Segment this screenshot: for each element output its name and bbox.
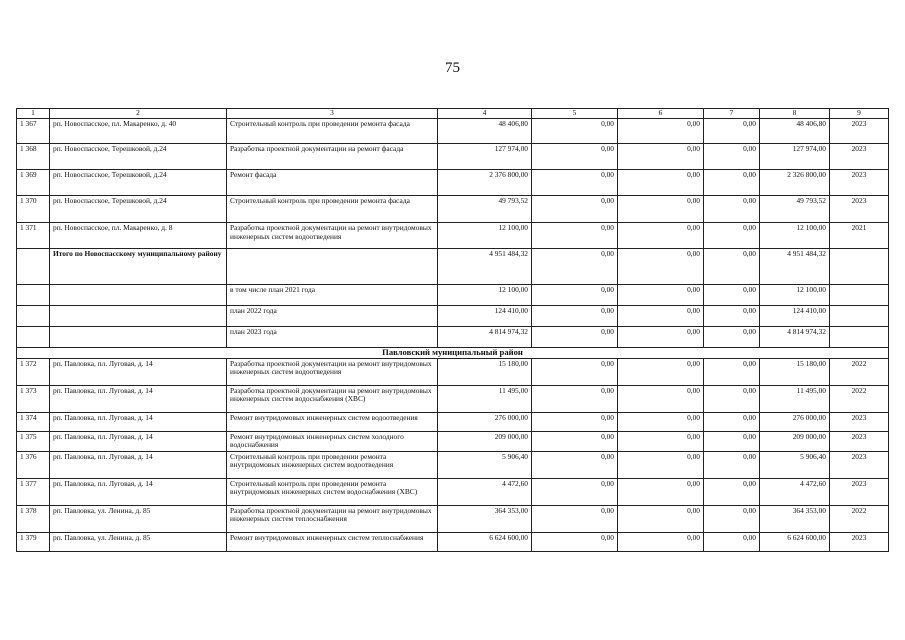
amount-cell: 2 326 800,00 [760,170,830,196]
work-cell: Строительный контроль при проведении ремонта внутридомовых инженерных систем водоотведения [227,451,438,478]
amount-cell: 0,00 [618,223,704,249]
amount-cell: 0,00 [532,385,618,412]
row-index: 1 377 [17,478,50,505]
row-index: 1 369 [17,170,50,196]
amount-cell: 6 624 600,00 [760,532,830,551]
work-cell: Ремонт фасада [227,170,438,196]
work-cell: Ремонт внутридомовых инженерных систем водоотведения [227,412,438,431]
year-cell: 2023 [830,144,889,170]
amount-cell: 0,00 [532,249,618,285]
work-cell: Строительный контроль при проведении ремонта внутридомовых инженерных систем водоснабжения (ХВС) [227,478,438,505]
empty-cell [17,285,50,306]
capital-repair-table [16,108,889,552]
amount-cell: 0,00 [532,144,618,170]
amount-cell: 2 376 800,00 [438,170,532,196]
empty-cell [830,306,889,327]
amount-cell: 0,00 [618,532,704,551]
amount-cell: 0,00 [618,385,704,412]
table-row [17,478,889,505]
amount-cell: 0,00 [618,358,704,385]
amount-cell: 0,00 [618,170,704,196]
table-row [17,144,889,170]
address-cell: рп. Павловка, пл. Луговая, д. 14 [50,358,227,385]
address-cell: рп. Павловка, ул. Ленина, д. 85 [50,532,227,551]
amount-cell: 0,00 [704,327,760,348]
column-number: 7 [704,109,760,119]
year-cell: 2022 [830,358,889,385]
amount-cell: 0,00 [618,196,704,223]
address-cell: рп. Новоспасское, Терешковой, д.24 [50,196,227,223]
year-cell: 2023 [830,431,889,451]
amount-cell: 209 000,00 [438,431,532,451]
address-cell: рп. Павловка, пл. Луговая, д. 14 [50,412,227,431]
subtotal-row [17,327,889,348]
amount-cell: 49 793,52 [438,196,532,223]
year-cell: 2023 [830,451,889,478]
year-cell: 2023 [830,532,889,551]
work-cell: Ремонт внутридомовых инженерных систем холодного водоснабжения [227,431,438,451]
table-row [17,119,889,144]
work-cell: Разработка проектной документации на ремонт фасада [227,144,438,170]
address-cell: рп. Павловка, пл. Луговая, д. 14 [50,451,227,478]
empty-cell [830,327,889,348]
amount-cell: 4 814 974,32 [760,327,830,348]
empty-cell [830,285,889,306]
amount-cell: 0,00 [618,505,704,532]
amount-cell: 0,00 [618,249,704,285]
column-number: 3 [227,109,438,119]
amount-cell: 12 100,00 [760,223,830,249]
amount-cell: 364 353,00 [438,505,532,532]
amount-cell: 11 495,00 [438,385,532,412]
column-number: 1 [17,109,50,119]
amount-cell: 0,00 [618,431,704,451]
amount-cell: 0,00 [532,119,618,144]
amount-cell: 4 472,60 [760,478,830,505]
amount-cell: 49 793,52 [760,196,830,223]
amount-cell: 124 410,00 [438,306,532,327]
table-row [17,358,889,385]
amount-cell: 127 974,00 [760,144,830,170]
column-number: 4 [438,109,532,119]
empty-cell [50,327,227,348]
amount-cell: 5 906,40 [760,451,830,478]
amount-cell: 0,00 [704,451,760,478]
amount-cell: 0,00 [532,358,618,385]
amount-cell: 4 814 974,32 [438,327,532,348]
address-cell: рп. Новоспасское, Терешковой, д.24 [50,144,227,170]
amount-cell: 0,00 [704,431,760,451]
region-row [17,348,889,359]
work-cell: Разработка проектной документации на ремонт внутридомовых инженерных систем водоснабжения (ХВС) [227,385,438,412]
row-index: 1 368 [17,144,50,170]
row-index: 1 372 [17,358,50,385]
year-cell: 2023 [830,119,889,144]
year-cell: 2023 [830,196,889,223]
amount-cell: 15 180,00 [438,358,532,385]
amount-cell: 0,00 [704,285,760,306]
address-cell: рп. Новоспасское, Терешковой, д.24 [50,170,227,196]
amount-cell: 5 906,40 [438,451,532,478]
amount-cell: 0,00 [532,451,618,478]
address-cell: рп. Новоспасское, пл. Макаренко, д. 40 [50,119,227,144]
amount-cell: 0,00 [532,327,618,348]
row-index: 1 370 [17,196,50,223]
amount-cell: 0,00 [618,327,704,348]
amount-cell: 0,00 [618,285,704,306]
amount-cell: 0,00 [532,223,618,249]
work-cell: Строительный контроль при проведении ремонта фасада [227,196,438,223]
amount-cell: 0,00 [704,306,760,327]
amount-cell: 0,00 [704,144,760,170]
row-index: 1 378 [17,505,50,532]
row-index: 1 376 [17,451,50,478]
amount-cell: 0,00 [704,196,760,223]
amount-cell: 0,00 [704,505,760,532]
empty-cell [17,249,50,285]
column-number: 8 [760,109,830,119]
amount-cell: 12 100,00 [438,285,532,306]
amount-cell: 0,00 [618,306,704,327]
amount-cell: 0,00 [704,119,760,144]
total-row [17,249,889,285]
work-cell: Разработка проектной документации на ремонт внутридомовых инженерных систем водоотведения [227,223,438,249]
work-cell: Разработка проектной документации на ремонт внутридомовых инженерных систем теплоснабжения [227,505,438,532]
amount-cell: 0,00 [704,478,760,505]
year-cell: 2023 [830,478,889,505]
amount-cell: 15 180,00 [760,358,830,385]
amount-cell: 0,00 [704,170,760,196]
amount-cell: 0,00 [532,285,618,306]
empty-cell [17,306,50,327]
row-index: 1 379 [17,532,50,551]
row-index: 1 367 [17,119,50,144]
table-row [17,196,889,223]
amount-cell: 0,00 [532,431,618,451]
amount-cell: 6 624 600,00 [438,532,532,551]
table-row [17,385,889,412]
amount-cell: 124 410,00 [760,306,830,327]
year-cell: 2022 [830,385,889,412]
empty-cell [227,249,438,285]
amount-cell: 0,00 [532,170,618,196]
amount-cell: 276 000,00 [760,412,830,431]
year-cell: 2023 [830,170,889,196]
column-number: 6 [618,109,704,119]
amount-cell: 4 951 484,32 [438,249,532,285]
amount-cell: 0,00 [704,412,760,431]
address-cell: рп. Павловка, пл. Луговая, д. 14 [50,478,227,505]
amount-cell: 12 100,00 [438,223,532,249]
amount-cell: 0,00 [704,358,760,385]
amount-cell: 127 974,00 [438,144,532,170]
table-row [17,505,889,532]
amount-cell: 4 472,60 [438,478,532,505]
empty-cell [50,306,227,327]
year-cell: 2022 [830,505,889,532]
amount-cell: 0,00 [532,306,618,327]
empty-cell [50,285,227,306]
column-number: 2 [50,109,227,119]
subtotal-label: план 2023 года [227,327,438,348]
amount-cell: 4 951 484,32 [760,249,830,285]
amount-cell: 209 000,00 [760,431,830,451]
amount-cell: 0,00 [532,505,618,532]
amount-cell: 12 100,00 [760,285,830,306]
address-cell: рп. Павловка, ул. Ленина, д. 85 [50,505,227,532]
empty-cell [830,249,889,285]
subtotal-row [17,306,889,327]
column-number: 9 [830,109,889,119]
amount-cell: 11 495,00 [760,385,830,412]
table-row [17,170,889,196]
amount-cell: 0,00 [618,412,704,431]
column-number: 5 [532,109,618,119]
work-cell: Разработка проектной документации на ремонт внутридомовых инженерных систем водоотведения [227,358,438,385]
table-row [17,412,889,431]
table-row [17,532,889,551]
amount-cell: 0,00 [532,532,618,551]
address-cell: рп. Павловка, пл. Луговая, д. 14 [50,431,227,451]
address-cell: рп. Новоспасское, пл. Макаренко, д. 8 [50,223,227,249]
subtotal-label: в том числе план 2021 года [227,285,438,306]
amount-cell: 0,00 [618,451,704,478]
amount-cell: 0,00 [704,532,760,551]
amount-cell: 0,00 [618,478,704,505]
amount-cell: 48 406,80 [760,119,830,144]
table-row [17,223,889,249]
table-row [17,451,889,478]
amount-cell: 0,00 [532,196,618,223]
work-cell: Строительный контроль при проведении ремонта фасада [227,119,438,144]
amount-cell: 0,00 [618,144,704,170]
amount-cell: 0,00 [532,412,618,431]
year-cell: 2021 [830,223,889,249]
year-cell: 2023 [830,412,889,431]
amount-cell: 0,00 [704,249,760,285]
row-index: 1 373 [17,385,50,412]
amount-cell: 48 406,80 [438,119,532,144]
column-number-row [17,109,889,119]
total-label: Итого по Новоспасскому муниципальному району [50,249,227,285]
row-index: 1 371 [17,223,50,249]
amount-cell: 0,00 [704,385,760,412]
subtotal-row [17,285,889,306]
region-heading: Павловский муниципальный район [17,348,889,359]
subtotal-label: план 2022 года [227,306,438,327]
work-cell: Ремонт внутридомовых инженерных систем теплоснабжения [227,532,438,551]
table-row [17,431,889,451]
amount-cell: 0,00 [532,478,618,505]
amount-cell: 0,00 [618,119,704,144]
address-cell: рп. Павловка, пл. Луговая, д. 14 [50,385,227,412]
amount-cell: 276 000,00 [438,412,532,431]
amount-cell: 0,00 [704,223,760,249]
page-number: 75 [445,60,460,76]
empty-cell [17,327,50,348]
amount-cell: 364 353,00 [760,505,830,532]
row-index: 1 375 [17,431,50,451]
row-index: 1 374 [17,412,50,431]
